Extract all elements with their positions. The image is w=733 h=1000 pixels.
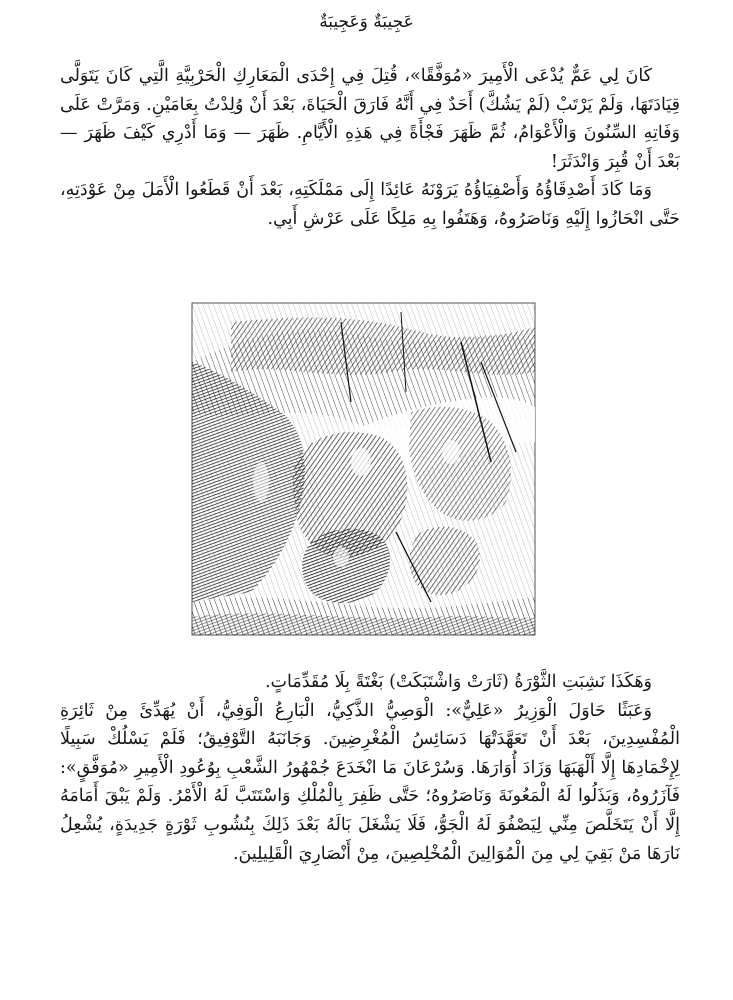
paragraph-3: وَهَكَذَا نَشِبَتِ الثَّوْرَةُ (ثَارَتْ وَاشْتَبَكَتْ) بَغْتَةً بِلَا مُقَدِّمَاتٍ. [264,672,652,692]
engraving-illustration [191,302,536,636]
paragraph-1: كَانَ لِي عَمٌّ يُدْعَى الْأَمِيرَ «مُوَفَّقًا»، قُتِلَ فِي إِحْدَى الْمَعَارِكِ الْحَرْبِيَّةِ الَّتِي كَانَ يَتَوَلَّى قِيَادَتَهَا، وَلَمْ يَرْتَبْ (لَمْ يَشُكَّ) أَحَدٌ فِي أَنَّهُ فَارَقَ الْحَيَاةَ، بَعْدَ أَنْ وُلِدْتُ بِعَامَيْنِ. وَمَرَّتْ عَلَى وَفَاتِهِ السِّنُونَ وَالْأَعْوَامُ، ثُمَّ ظَهَرَ فَجْأَةً فِي هَذِهِ الْأَيَّامِ. ظَهَرَ — وَمَا أَدْرِي كَيْفَ ظَهَرَ — بَعْدَ أَنْ قُبِرَ وَانْدَثَرَ! [60,66,680,172]
engraving-drawing [191,302,536,636]
paragraph-2: وَمَا كَادَ أَصْدِقَاؤُهُ وَأَصْفِيَاؤُهُ يَرَوْنَهُ عَائِدًا إِلَى مَمْلَكَتِهِ، بَعْدَ أَنْ قَطَعُوا الْأَمَلَ مِنْ عَوْدَتِهِ، حَتَّى انْحَازُوا إِلَيْهِ وَنَاصَرُوهُ، وَهَتَفُوا بِهِ مَلِكًا عَلَى عَرْشِ أَبِي. [60,180,680,229]
page-header-title: عَجِيبَةٌ وَعَجِيبَةٌ [319,12,414,32]
text-section-bottom [60,668,680,868]
text-section-top [60,62,680,234]
paragraph-4: وَعَبَثًا حَاوَلَ الْوَزِيرُ «عَلِيٌّ»: الْوَصِيُّ الذَّكِيُّ، الْبَارِعُ الْوَفِيُّ، أَنْ يُهَدِّئَ مِنْ ثَائِرَةِ الْمُفْسِدِينَ، بَعْدَ أَنْ تَعَهَّدَتْهَا دَسَائِسُ الْمُغْرِضِينَ. وَجَانَبَهُ التَّوْفِيقُ؛ فَلَمْ يَسْلُكْ سَبِيلًا لِإِخْمَادِهَا إِلَّا أَلْهَبَهَا وَزَادَ أُوَارَهَا. وَسُرْعَانَ مَا انْخَدَعَ جُمْهُورُ الشَّعْبِ بِوُعُودِ الْأَمِيرِ «مُوَفَّقٍ»: فَآزَرُوهُ، وَبَذَلُوا لَهُ الْمَعُونَةَ وَنَاصَرُوهُ؛ حَتَّى ظَفِرَ بِالْمُلْكِ وَاسْتَتَبَّ لَهُ الْأَمْرُ. وَلَمْ يَبْقَ أَمَامَهُ إِلَّا أَنْ يَتَخَلَّصَ مِنِّي لِيَصْفُوَ لَهُ الْجَوُّ، فَلَا يَشْغَلَ بَالَهُ بَعْدَ ذَلِكَ بِنُشُوبِ ثَوْرَةٍ جَدِيدَةٍ، يُشْعِلُ نَارَهَا مَنْ بَقِيَ لِي مِنَ الْمُوَالِينَ الْمُخْلِصِينَ، مِنْ أَنْصَارِيَ الْقَلِيلِينَ. [60,700,680,864]
